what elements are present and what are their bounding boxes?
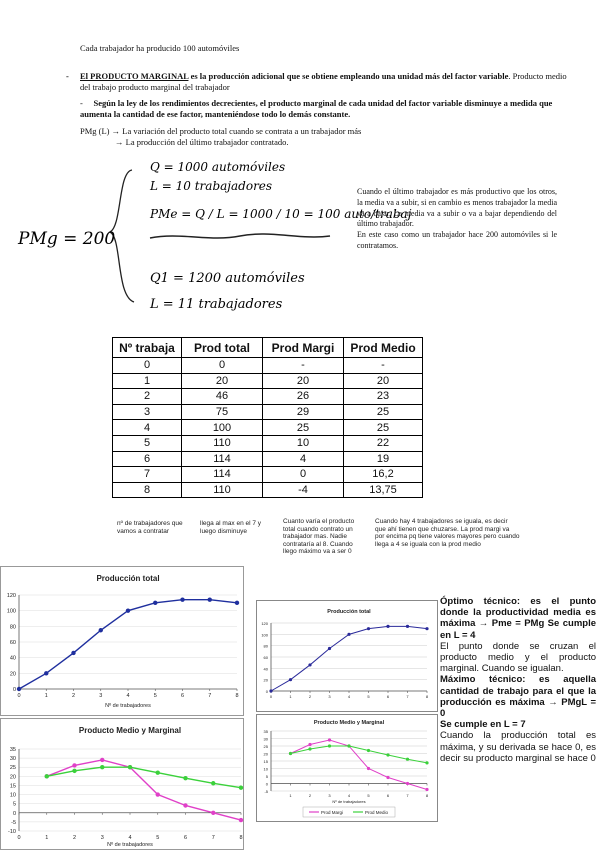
y-tick-label: 5 [12,801,16,808]
x-tick-label: 1 [289,793,292,798]
data-point [100,765,104,769]
y-tick-label: 10 [9,792,16,799]
data-point [235,601,239,605]
data-point [100,758,104,762]
y-tick-label: 20 [263,677,268,683]
table-body [113,358,423,498]
chart-title: Producción total [327,609,371,615]
y-tick-label: 35 [263,729,268,734]
data-point [386,753,389,756]
y-tick-label: 20 [9,774,16,781]
x-tick-label: 5 [156,835,160,841]
data-point [347,744,350,747]
table-row [113,404,423,420]
table-cell: 6 [113,451,182,467]
y-tick-label: -5 [11,819,16,826]
x-tick-label: 6 [180,693,185,699]
data-point [308,743,311,746]
data-point [239,786,243,790]
y-tick-label: 20 [9,671,16,678]
y-tick-label: 5 [265,774,268,779]
table-cell: 114 [182,467,263,483]
x-tick-label: 3 [100,835,104,841]
y-tick-label: 80 [263,643,268,649]
optimo-bold: Óptimo técnico: es el punto donde la productividad media es máxima → Pme = PMg Se cumple en L = 4 [440,596,596,641]
x-tick-label: 8 [235,693,239,699]
table-cell: 13,75 [344,482,423,498]
x-tick-label: 7 [406,793,409,798]
data-point [367,767,370,770]
data-point [425,788,428,791]
data-point [211,811,215,815]
y-tick-label: 60 [9,640,16,646]
table-row [113,467,423,483]
bullet-marker: - [66,71,69,81]
data-point [367,627,370,630]
handwritten-notes [10,148,412,318]
series-line-1 [19,600,237,689]
hand-wavy-line [150,234,330,238]
table-row [113,373,423,389]
marginal-def-bold: es la producción adicional que se obtiene empleando una unidad más del factor variable [188,71,509,81]
data-point [99,628,103,632]
chart-medio-marginal-small [256,714,438,822]
x-tick-label: 2 [308,694,312,699]
data-point [45,774,49,778]
legend-label: Prod Margi [321,810,344,815]
y-tick-label: 0 [12,687,16,693]
pmg-line-2: → La producción del último trabajador contratado. [115,137,289,147]
data-point [308,663,311,666]
x-tick-label: 6 [386,694,390,699]
table-cell: 4 [263,451,344,467]
x-tick-label: 1 [44,693,48,699]
data-point [289,678,292,681]
th-prod-margi: Prod Margi [263,338,344,358]
x-tick-label: 2 [72,835,77,841]
table-cell: -4 [263,482,344,498]
x-tick-label: 0 [17,693,21,699]
table-cell: 20 [263,373,344,389]
table-header-row [113,338,423,358]
y-tick-label: 15 [263,759,268,764]
table-cell: 25 [263,420,344,436]
data-point [406,625,409,628]
hand-l11: L = 11 trabajadores [150,297,283,312]
table-cell: - [344,358,423,374]
data-point [269,689,272,692]
chart-medio-marginal [0,718,244,850]
chart-title: Producto Medio y Marginal [313,720,385,726]
data-point [425,761,428,764]
note-medio: Cuando hay 4 trabajadores se iguala, es decir que ahí tienen que chuzarse. La prod margi va por encima pq tiene valores mayores pero cuando llega a 4 se iguala con la prod medio [375,518,520,548]
x-tick-label: 4 [126,693,130,699]
pmg-line: PMg (L) → La variación del producto total cuando se contrata a un trabajador más [80,126,362,136]
table-cell: 0 [113,358,182,374]
table-row [113,482,423,498]
table-cell: 25 [344,420,423,436]
hand-q1200: Q1 = 1200 automóviles [150,271,305,286]
table-row [113,358,423,374]
data-point [126,608,130,612]
table-cell: 8 [113,482,182,498]
data-point [183,776,187,780]
y-tick-label: 0 [265,689,268,694]
chart-title: Producto Medio y Marginal [78,726,182,735]
th-trabajadores: Nº trabaja [113,338,182,358]
series-line-1 [291,740,428,790]
data-point [328,647,331,650]
y-tick-label: 30 [9,756,16,763]
optimo-text: El punto donde se cruzan el producto medio y el producto marginal. Cuando se igualan. [440,640,596,675]
table-cell: 29 [263,404,344,420]
x-tick-label: 4 [347,793,351,798]
data-point [425,627,428,630]
x-axis-label: Nº de trabajadores [105,703,151,709]
hand-pmg: PMg = 200 [18,229,116,249]
chart-produccion-total-small [256,600,438,712]
table-row [113,451,423,467]
data-point [367,749,370,752]
data-point [72,769,76,773]
hand-q1000: Q = 1000 automóviles [150,160,286,174]
table-cell: 16,2 [344,467,423,483]
chart-title: Producción total [96,574,160,583]
maximo-bold-2: Se cumple en L = 7 [440,719,526,731]
table-cell: 110 [182,482,263,498]
table-cell: 2 [113,389,182,405]
x-tick-label: 1 [45,835,49,841]
table-cell: - [263,358,344,374]
y-tick-label: 0 [265,781,268,787]
y-tick-label: -10 [8,829,16,835]
production-table [112,337,423,498]
x-tick-label: 5 [153,693,157,699]
note-trabajadores: nº de trabajadores que vamos a contratar [117,520,183,535]
x-tick-label: 6 [183,835,188,841]
table-cell: 110 [182,435,263,451]
table-cell: 0 [263,467,344,483]
right-explanation [440,596,596,764]
table-cell: 20 [182,373,263,389]
table-cell: 4 [113,420,182,436]
x-tick-label: 7 [406,694,409,699]
table-cell: 20 [344,373,423,389]
x-tick-label: 5 [367,694,370,699]
side-explanation [357,187,557,252]
chart-produccion-total [0,566,244,716]
table-row [113,420,423,436]
table-row [113,389,423,405]
data-point [156,770,160,774]
table-row [113,435,423,451]
ley-text: Según la ley de los rendimientos decrecientes, el producto marginal de cada unidad del factor variable disminuye a medida que aumenta la cantidad de ese factor, manteniéndose todo lo demás constante. [80,98,553,119]
legend-label: Prod Medio [365,810,389,815]
dash-marker: - [80,98,83,108]
x-tick-label: 4 [128,835,132,841]
table-cell: 3 [113,404,182,420]
x-tick-label: 2 [308,793,312,798]
th-prod-total: Prod total [182,338,263,358]
x-tick-label: 8 [239,835,243,841]
y-tick-label: 25 [9,765,16,772]
side-text-1: Cuando el último trabajador es más productivo que los otros, la media va a subir, si en cambio es menos trabajador la media va a bajar. La media va a subir o va a bajar dependiendo del último trabajador. [357,187,557,229]
x-axis-label: Nº de trabajadores [332,799,366,804]
table-cell: 22 [344,435,423,451]
data-point [406,758,409,761]
hand-l10: L = 10 trabajadores [150,179,273,193]
data-point [239,818,243,822]
note-total: llega al max en el 7 y luego disminuye [200,520,262,535]
y-tick-label: 120 [261,621,268,626]
ley-rendimientos [80,98,580,119]
data-point [128,765,132,769]
data-point [180,598,184,602]
series-line-1 [47,760,241,820]
x-tick-label: 2 [71,693,76,699]
data-point [44,671,48,675]
x-tick-label: 0 [269,694,273,699]
x-tick-label: 3 [99,693,103,699]
x-tick-label: 3 [328,793,331,798]
x-tick-label: 8 [425,694,429,699]
table-cell: 114 [182,451,263,467]
data-point [386,776,389,779]
data-point [406,782,409,785]
table-cell: 0 [182,358,263,374]
table-cell: 1 [113,373,182,389]
data-point [328,738,331,741]
y-tick-label: 60 [263,655,268,660]
th-prod-medio: Prod Medio [344,338,423,358]
data-point [156,792,160,796]
y-tick-label: 25 [263,744,268,749]
data-point [183,803,187,807]
y-tick-label: 80 [9,624,16,631]
table-cell: 100 [182,420,263,436]
marginal-title: El PRODUCTO MARGINAL [80,71,189,81]
marginal-def-rest: . Producto medio del trabajo producto marginal del trabajador [80,71,567,92]
x-tick-label: 0 [17,835,21,841]
table-cell: 25 [344,404,423,420]
maximo-bold: Máximo técnico: es aquella cantidad de trabajo para el que la producción es máxima → PMgL = 0 [440,674,596,720]
table-cell: 23 [344,389,423,405]
data-point [72,763,76,767]
x-tick-label: 8 [425,793,429,798]
data-point [308,747,311,750]
y-tick-label: -5 [264,789,268,794]
hand-pme: PMe = Q / L = 1000 / 10 = 100 auto/trabaj [150,207,412,221]
table-cell: 26 [263,389,344,405]
y-tick-label: 10 [263,766,268,772]
data-point [71,651,75,655]
intro-line: Cada trabajador ha producido 100 automóviles [80,43,240,53]
data-point [347,633,350,636]
y-tick-label: 100 [261,632,268,638]
x-tick-label: 1 [289,694,292,699]
table-cell: 7 [113,467,182,483]
data-point [328,744,331,747]
y-tick-label: 100 [6,608,16,615]
x-tick-label: 6 [386,793,390,798]
y-tick-label: 15 [9,783,16,790]
note-marginal: Cuanto varía el producto total cuando contrato un trabajador mas. Nadie contrataría al 8. Cuando llego máximo va a ser 0 [283,518,355,556]
y-tick-label: 40 [9,655,16,662]
y-tick-label: 30 [263,736,268,742]
data-point [17,687,21,691]
y-tick-label: 20 [263,751,268,757]
table-cell: 75 [182,404,263,420]
x-tick-label: 3 [328,694,331,699]
x-tick-label: 4 [347,694,351,699]
x-axis-label: Nº de trabajadores [107,842,153,848]
x-tick-label: 7 [208,693,212,699]
y-tick-label: 120 [6,593,16,599]
table-cell: 10 [263,435,344,451]
data-point [386,625,389,628]
table-cell: 46 [182,389,263,405]
x-tick-label: 7 [211,835,215,841]
data-point [289,752,292,755]
marginal-definition [80,71,570,92]
x-tick-label: 5 [367,793,370,798]
y-tick-label: 40 [263,666,268,672]
side-text-2: En este caso como un trabajador hace 200 automóviles si le contratamos. [357,230,557,250]
data-point [211,781,215,785]
y-tick-label: 0 [12,810,16,817]
table-cell: 5 [113,435,182,451]
maximo-text: Cuando la producción total es máxima, y su derivada se hace 0, es decir su producto marginal se hace 0 [440,730,596,764]
data-point [153,601,157,605]
data-point [208,598,212,602]
table-cell: 19 [344,451,423,467]
y-tick-label: 35 [9,747,16,753]
